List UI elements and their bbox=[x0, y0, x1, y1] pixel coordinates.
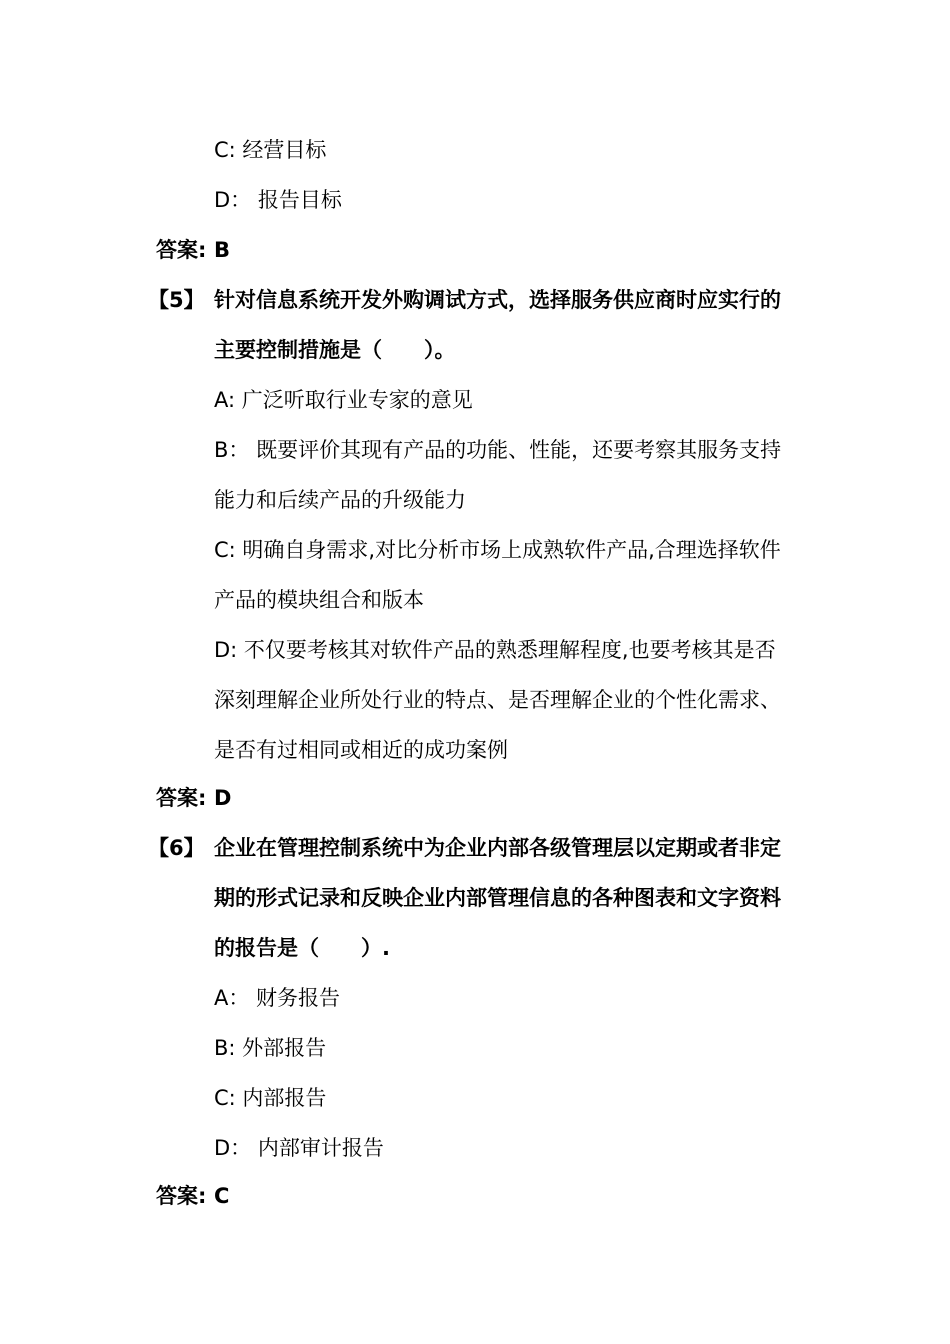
question-stem-line: 企业在管理控制系统中为企业内部各级管理层以定期或者非定 bbox=[214, 836, 781, 860]
question-stem-line: 的报告是（ ）. bbox=[214, 936, 390, 960]
answer-line bbox=[156, 784, 232, 812]
question-stem-line: 期的形式记录和反映企业内部管理信息的各种图表和文字资料 bbox=[214, 886, 781, 910]
question-number: 【6】 bbox=[148, 836, 205, 860]
option-a: A: 广泛听取行业专家的意见 bbox=[214, 388, 473, 412]
option-b-continued: 能力和后续产品的升级能力 bbox=[214, 488, 466, 512]
answer-value: B bbox=[214, 238, 231, 262]
question-stem-line: 主要控制措施是（ ）。 bbox=[214, 338, 456, 362]
option-d: D: 不仅要考核其对软件产品的熟悉理解程度,也要考核其是否 bbox=[214, 638, 776, 662]
option-c-continued: 产品的模块组合和版本 bbox=[214, 588, 424, 612]
question-number: 【5】 bbox=[148, 288, 205, 312]
option-c: C: 明确自身需求,对比分析市场上成熟软件产品,合理选择软件 bbox=[214, 538, 781, 562]
answer-label: 答案: bbox=[156, 1184, 207, 1208]
answer-value: D bbox=[214, 786, 232, 810]
option-d-continued: 是否有过相同或相近的成功案例 bbox=[214, 738, 508, 762]
answer-line bbox=[156, 236, 231, 264]
answer-label: 答案: bbox=[156, 786, 207, 810]
option-d-continued: 深刻理解企业所处行业的特点、是否理解企业的个性化需求、 bbox=[214, 688, 781, 712]
answer-label: 答案: bbox=[156, 238, 207, 262]
option-c: C: 内部报告 bbox=[214, 1086, 327, 1110]
option-b: B: 外部报告 bbox=[214, 1036, 327, 1060]
answer-value: C bbox=[214, 1184, 230, 1208]
question-stem-line: 针对信息系统开发外购调试方式，选择服务供应商时应实行的 bbox=[214, 288, 781, 312]
option-c: C: 经营目标 bbox=[214, 138, 327, 162]
option-d: D： 报告目标 bbox=[214, 188, 342, 212]
option-a: A： 财务报告 bbox=[214, 986, 341, 1010]
option-b: B： 既要评价其现有产品的功能、性能，还要考察其服务支持 bbox=[214, 438, 782, 462]
option-d: D： 内部审计报告 bbox=[214, 1136, 384, 1160]
answer-line bbox=[156, 1182, 230, 1210]
